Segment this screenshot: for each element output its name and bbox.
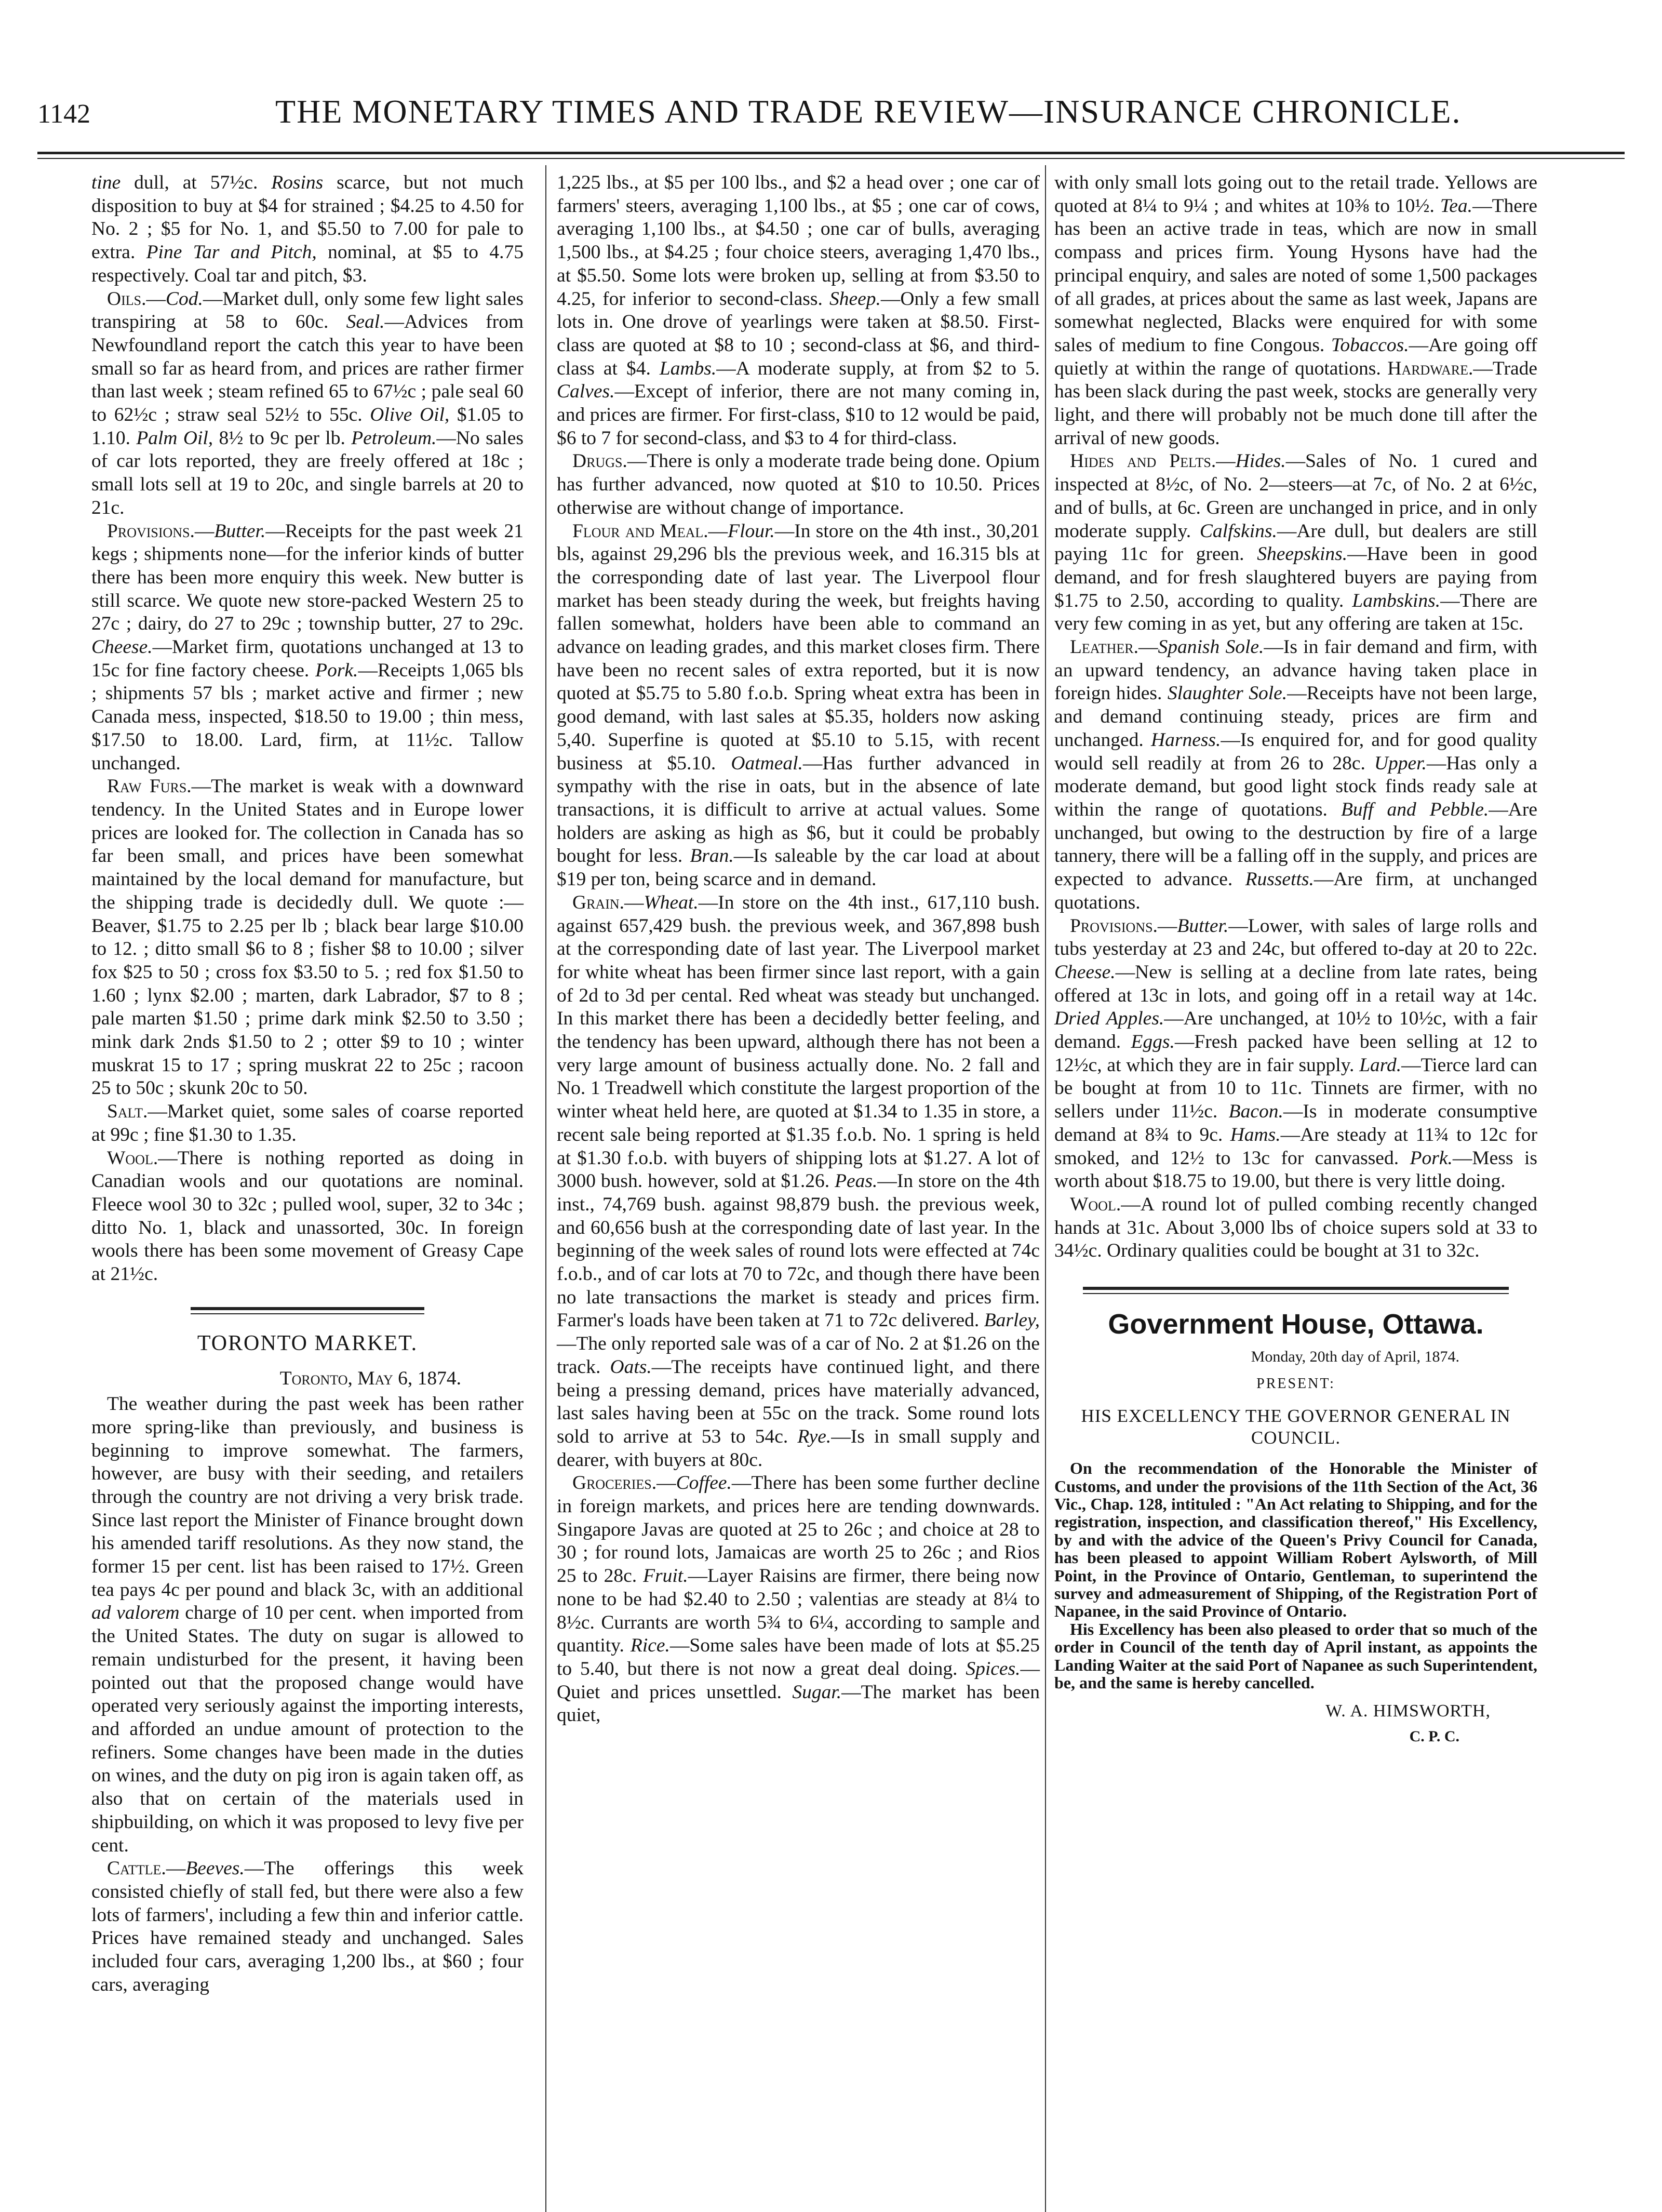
text-run: —Are unchanged, but owing to the destruction by fire of a large tannery, there will be a falling off in the supply, and prices are expected to advance. [1054, 798, 1537, 890]
text-run: —Have been in good demand, and for fresh slaughtered buyers are paying from $1.75 to 2.50, according to quality. [1054, 543, 1538, 611]
heading-run: Cattle. [107, 1858, 166, 1880]
text-run: —Market firm, quotations unchanged at 13 to 15c for fine factory cheese. [91, 636, 524, 681]
italic-run: tine [91, 172, 121, 193]
article-paragraph [1054, 636, 1537, 914]
text-run: —Is in fair demand and firm, with an upward tendency, an advance having taken place in foreign hides. [1054, 636, 1538, 704]
italic-run: Rye. [797, 1425, 832, 1447]
italic-run: ad valorem [91, 1602, 180, 1624]
text-run: —Are dull, but dealers are still paying 11c for green. [1054, 520, 1537, 565]
text-run: —The market has been quiet, [557, 1681, 1040, 1726]
text-run: — [708, 520, 728, 542]
italic-run: Spices. [966, 1658, 1021, 1680]
text-run: —Has further advanced in sympathy with the rise in oats, but in the absence of late transactions, it is difficult to arrive at actual values. Some holders are asking as high as $6, but it could be probably bought for less. [557, 752, 1040, 867]
text-run: —In store on the 4th inst., 30,201 bls, against 29,296 bls the previous week, and 16.315 bls at the corresponding date of last year. The Liverpool flour market has been steady during the week, but freights having fallen somewhat, holders have been able to command an advance on leading grades, and this market closes firm. There have been no recent sales of extra reported, but it is now quoted at $5.75 to 5.80 f.o.b. Spring wheat extra has been in good demand, with last sales at $5.35, holders now asking 5,40. Superfine is quoted at $5.10 to 5.15, with recent business at $5.10. [557, 520, 1040, 774]
italic-run: Sheep. [829, 288, 881, 310]
italic-run: Cheese. [91, 636, 153, 658]
text-run: —Mess is worth about $18.75 to 19.00, but there is very little doing. [1054, 1147, 1538, 1192]
italic-run: Lambs. [659, 357, 717, 379]
notice-paragraph: On the recommendation of the Honorable the Minister of Customs, and under the provisions of the 11th Section of the Act, 36 Vic., Chap. 128, intituled : "An Act relating to Shipping, and for the registration, inspection, and classification thereof," His Excellency, by and with the advice of the Queen's Privy Council for Canada, has been pleased to appoint William Robert Aylsworth, of Mill Point, in the Province of Ontario, Gentleman, to superintend the survey and admeasurement of Shipping, of the Registration Port of Napanee, in the said Province of Ontario. [1054, 1459, 1537, 1621]
text-run: —Are unchanged, at 10½ to 10½c, with a fair demand. [1054, 1008, 1538, 1053]
text-run: —Some sales have been made of lots at $5.25 to 5.40, but there is not now a great deal doing. [557, 1635, 1040, 1680]
italic-run: Oatmeal. [731, 752, 803, 774]
text-run: —Are going off quietly at within the range of quotations. [1054, 334, 1538, 379]
italic-run: Pork. [1410, 1147, 1453, 1169]
column-rule-right [1045, 165, 1046, 2212]
article-paragraph [91, 1857, 524, 1996]
notice-excellency: HIS EXCELLENCY THE GOVERNOR GENERAL IN COUNCIL. [1081, 1406, 1511, 1448]
heading-run: Wool. [1070, 1193, 1121, 1215]
italic-run: Flour. [728, 520, 775, 542]
text-run: charge of 10 per cent. when imported from the United States. The duty on sugar is allowed to remain undisturbed for the present, it having been pointed out that the proposed change would have operated very seriously against the importing interests, and afforded an undue amount of protection to the refiners. Some changes have been made in the duties on wines, and the duty on pig iron is again taken off, as also that on certain of the materials used in shipbuilding, on which it was proposed to levy five per cent. [91, 1602, 524, 1856]
text-run: —New is selling at a decline from late rates, being offered at 13c in lots, and going off in a retail way at 14c. [1054, 961, 1537, 1006]
text-run: — [194, 520, 215, 542]
article-paragraph [1054, 450, 1537, 636]
heading-run: Grain. [572, 891, 625, 913]
heading-run: Provisions. [1070, 915, 1158, 937]
text-run: —Is enquired for, and for good quality would sell readily at from 26 to 28c. [1054, 729, 1537, 774]
masthead-title: THE MONETARY TIMES AND TRADE REVIEW—INSURANCE CHRONICLE. [275, 93, 1462, 130]
article-paragraph [557, 1472, 1040, 1727]
text-run: —The receipts have continued light, and there being a pressing demand, prices have materially advanced, last sales having been at 55c on the track. Some round lots sold to arrive at 53 to 54c. [557, 1356, 1040, 1447]
text-run: —No sales of car lots reported, they are freely offered at 18c ; small lots sell at 19 to 20c, and single barrels at 20 to 21c. [91, 427, 524, 518]
text-run: — [656, 1472, 676, 1494]
italic-run: Spanish Sole. [1158, 636, 1264, 658]
italic-run: Buff and Pebble. [1341, 798, 1489, 820]
notice-paragraph: His Excellency has been also pleased to order that so much of the order in Council of the tenth day of April instant, as appoints the Landing Waiter at the said Port of Napanee as such Superintendent, be, and the same is hereby cancelled. [1054, 1619, 1537, 1693]
italic-run: Rice. [630, 1635, 670, 1657]
text-run: —The offerings this week consisted chiefly of stall fed, but there were also a few lots of farmers', including a few thin and inferior cattle. Prices have remained steady and unchanged. Sales included four cars, averaging 1,200 lbs., at $60 ; four cars, averaging [91, 1858, 524, 1995]
dateline: Toronto, May 6, 1874. [279, 1368, 461, 1390]
notice-signature-title: C. P. C. [1409, 1728, 1459, 1745]
text-run: —There are very few coming in as yet, but any offering are taken at 15c. [1054, 590, 1537, 635]
text-run: —A round lot of pulled combing recently changed hands at 31c. About 3,000 lbs of choice supers sold at 33 to 34½c. Ordinary qualities could be bought at 31 to 32c. [1054, 1193, 1537, 1262]
heading-run: Leather. [1070, 636, 1138, 658]
notice-heading: Government House, Ottawa. [1108, 1309, 1484, 1340]
section-heading: TORONTO MARKET. [197, 1331, 418, 1355]
notice-signature: W. A. HIMSWORTH, [1325, 1701, 1491, 1721]
text-run: —Fresh packed have been selling at 12 to 12½c, at which they are in fair supply. [1054, 1031, 1537, 1076]
text-run: —There has been some further decline in foreign markets, and prices here are tending downwards. Singapore Javas are quoted at 25 to 26c ; and choice at 28 to 30 ; for round lots, Jamaicas are worth 25 to 26c ; and Rios 25 to 28c. [557, 1472, 1040, 1587]
italic-run: Butter. [1177, 915, 1229, 937]
italic-run: Slaughter Sole. [1167, 683, 1288, 704]
article-paragraph [1054, 915, 1537, 1193]
italic-run: Seal. [346, 311, 385, 333]
text-run: —In store on the 4th inst., 617,110 bush. against 657,429 bush. the previous week, and 367,898 bush at the corresponding date of last year. The Liverpool market for white wheat has been firmer since last report, with a gain of 2d to 3d per cental. Red wheat was steady but unchanged. In this market there has been a decidedly better feeling, and the tendency has been upward, although there has not been a very large amount of business actually done. No. 2 fall and No. 1 Treadwell which constitute the largest proportion of the winter wheat held here, are quoted at $1.34 to 1.35 in store, a recent sale being reported at $1.35 f.o.b. No. 1 spring is held at $1.30 f.o.b. with buyers of shipping lots at $1.27. A lot of 3000 bush. however, sold at $1.26. [557, 891, 1040, 1192]
italic-run: Bran. [690, 845, 734, 867]
italic-run: Dried Apples. [1054, 1008, 1164, 1030]
italic-run: Russetts. [1245, 869, 1314, 890]
italic-run: Calfskins. [1199, 520, 1277, 542]
heading-run: Provisions. [107, 520, 195, 542]
text-run: —The market is weak with a downward tendency. In the United States and in Europe lower prices are looked for. The collection in Canada has so far been small, and prices have been somewhat maintained by the local demand for manufacture, but the shipping trade is decidedly dull. We quote :—Beaver, $1.75 to 2.25 per lb ; black bear large $10.00 to 12. ; ditto small $6 to 8 ; fisher $8 to 10.00 ; silver fox $25 to 50 ; cross fox $3.50 to 5. ; red fox $1.50 to 1.60 ; lynx $2.00 ; marten, dark Labrador, $7 to 8 ; pale marten $1.50 ; prime dark mink $2.50 to 3.50 ; mink dark 2nds $1.50 to 2 ; otter $9 to 10 ; winter muskrat 15 to 17 ; spring muskrat 22 to 25c ; racoon 25 to 50c ; skunk 20c to 50. [91, 776, 524, 1099]
text-run: $1.05 to 1.10. [91, 404, 524, 449]
text-run: nominal, at $5 to 4.75 respectively. Coal tar and pitch, $3. [91, 242, 524, 286]
text-run: —There is only a moderate trade being done. Opium has further advanced, now quoted at $10 to 10.50. Prices otherwise are without change of importance. [557, 450, 1040, 518]
italic-run: Palm Oil, [136, 427, 213, 449]
article-paragraph [91, 775, 524, 1100]
italic-run: Butter. [214, 520, 266, 542]
italic-run: Coffee. [676, 1472, 732, 1494]
italic-run: Petroleum. [351, 427, 437, 449]
text-run: —Layer Raisins are firmer, there being now none to be had $2.40 to 2.50 ; valentias are steady at 8¼ to 8½c. Currants are worth 5¾ to 6¼, according to sample and quantity. [557, 1565, 1040, 1657]
column-left [91, 171, 524, 1996]
italic-run: Hides. [1235, 450, 1286, 472]
italic-run: Harness. [1151, 729, 1221, 751]
text-run: — [1138, 636, 1158, 658]
italic-run: Cod. [165, 288, 203, 310]
italic-run: Eggs. [1131, 1031, 1175, 1053]
column-rule-left [545, 165, 546, 2212]
text-run: 1,225 lbs., at $5 per 100 lbs., and $2 a head over ; one car of farmers' steers, averaging 1,100 lbs., at $5 ; one car of cows, averaging 1,100 lbs., at $4.50 ; one car of bulls, averaging 1,500 lbs., at $4.25 ; four choice steers, averaging 1,470 lbs., at $5.50. Some lots were broken up, selling at from $3.50 to 4.25, for inferior to second-class. [557, 172, 1040, 310]
article-paragraph [91, 520, 524, 776]
italic-run: Olive Oil, [370, 404, 450, 426]
italic-run: Pork. [315, 659, 358, 681]
italic-run: Upper. [1374, 752, 1427, 774]
text-run: —Quiet and prices unsettled. [557, 1658, 1040, 1703]
section-divider [191, 1307, 424, 1314]
text-run: — [624, 891, 644, 913]
italic-run: Pine Tar and Pitch, [146, 242, 317, 263]
italic-run: Peas. [835, 1170, 878, 1192]
italic-run: Hams. [1230, 1124, 1281, 1145]
column-right [1054, 171, 1537, 1749]
text-run: with only small lots going out to the retail trade. Yellows are quoted at 8¼ to 9¼ ; and whites at 10⅜ to 10½. [1054, 172, 1537, 217]
text-run: dull, at 57½c. [120, 172, 272, 193]
text-run: —Has only a moderate demand, but good light stock finds ready sale at within the range of quotations. [1054, 752, 1537, 820]
heading-run: Salt. [107, 1101, 148, 1123]
article-paragraph [557, 520, 1040, 891]
text-run: —Tierce lard can be bought at from 10 to 11c. Tinnets are firmer, with no sellers under 11½c. [1054, 1054, 1537, 1123]
text-run: —Except of inferior, there are not many coming in, and prices are firmer. For first-class, $10 to 12 would be paid, $6 to 7 for second-class, and $3 to 4 for third-class. [557, 381, 1040, 449]
article-paragraph [91, 1100, 524, 1147]
article-paragraph [91, 1147, 524, 1286]
italic-run: Lard. [1359, 1054, 1402, 1076]
text-run: —Market dull, only some few light sales transpiring at 58 to 60c. [91, 288, 524, 333]
text-run: —The only reported sale was of a car of No. 2 at $1.26 on the track. [557, 1333, 1040, 1378]
text-run: —Are steady at 11¾ to 12c for smoked, and 12½ to 13c for canvassed. [1054, 1124, 1537, 1169]
text-run: —Advices from Newfoundland report the catch this year to have been small so far as heard from, and prices are rather firmer than last week ; steam refined 65 to 67½c ; pale seal 60 to 62½c ; straw seal 52½ to 55c. [91, 311, 524, 426]
header-rule [37, 152, 1625, 154]
text-run: —Sales of No. 1 cured and inspected at 8½c, of No. 2—steers—at 7c, of No. 2 at 6½c, and of bulls, at 6c. Green are unchanged in price, and in only moderate supply. [1054, 450, 1537, 542]
italic-run: Beeves. [185, 1858, 245, 1880]
italic-run: Wheat. [644, 891, 699, 913]
text-run: —Receipts have not been large, and demand continuing steady, prices are firm and unchanged. [1054, 683, 1538, 751]
page-number: 1142 [37, 99, 91, 129]
italic-run: Sheepskins. [1257, 543, 1348, 565]
text-run: —Is in small supply and dearer, with buyers at 80c. [557, 1425, 1040, 1471]
text-run: 8½ to 9c per lb. [213, 427, 352, 449]
heading-run: Hides and Pelts. [1070, 450, 1216, 472]
heading-run: Wool. [107, 1147, 158, 1169]
italic-run: Fruit. [643, 1565, 688, 1587]
italic-run: Barley, [984, 1310, 1040, 1331]
article-paragraph [91, 171, 524, 288]
heading-run: Drugs. [572, 450, 627, 472]
article-paragraph [557, 450, 1040, 519]
italic-run: Lambskins. [1352, 590, 1441, 611]
italic-run: Tea. [1440, 195, 1473, 217]
text-run: —There is nothing reported as doing in Canadian wools and our quotations are nominal. Fleece wool 30 to 32c ; pulled wool, super, 32 to 34c ; ditto No. 1, black and unassorted, 30c. In foreign wools there has been some movement of Greasy Cape at 21½c. [91, 1147, 524, 1285]
heading-run: Flour and Meal. [572, 520, 708, 542]
text-run: —A moderate supply, at from $2 to 5. [716, 357, 1040, 379]
text-run: —Receipts for the past week 21 kegs ; shipments none—for the inferior kinds of butter there has been more enquiry this week. New butter is still scarce. We quote new store-packed Western 25 to 27c ; dairy, do 27 to 29c ; township butter, 27 to 29c. [91, 520, 524, 635]
heading-run: Hardware. [1387, 357, 1473, 379]
article-paragraph [1054, 171, 1537, 450]
text-run: scarce, but not much disposition to buy at $4 for strained ; $4.25 to 4.50 for No. 2 ; $5 for No. 1, and $5.50 to 7.00 for pale to extra. [91, 172, 524, 263]
text-run: —Is in moderate consumptive demand at 8¾ to 9c. [1054, 1101, 1537, 1145]
italic-run: Cheese. [1054, 961, 1116, 983]
text-run: — [1216, 450, 1236, 472]
italic-run: Calves. [557, 381, 615, 403]
italic-run: Tobaccos. [1331, 334, 1409, 356]
text-run: —Is saleable by the car load at about $19 per ton, being scarce and in demand. [557, 845, 1040, 890]
notice-present: PRESENT: [1256, 1376, 1335, 1392]
article-paragraph [91, 288, 524, 520]
text-run: — [146, 288, 166, 310]
italic-run: Bacon. [1228, 1101, 1283, 1123]
notice-date: Monday, 20th day of April, 1874. [1251, 1348, 1459, 1365]
article-paragraph [91, 1393, 524, 1857]
text-run: —Are firm, at unchanged quotations. [1054, 869, 1537, 913]
text-run: —Only a few small lots in. One drove of yearlings were taken at $8.50. First-class are quoted at $8 to 10 ; second-class at $6, and third-class at $4. [557, 288, 1040, 379]
article-paragraph [1054, 1193, 1537, 1263]
article-paragraph [557, 171, 1040, 450]
text-run: —Trade has been slack during the past week, stocks are generally very light, and there will probably not be much done till after the arrival of new goods. [1054, 357, 1537, 449]
text-run: —Receipts 1,065 bls ; shipments 57 bls ; market active and firmer ; new Canada mess, inspected, $18.50 to 19.00 ; thin mess, $17.50 to 18.00. Lard, firm, at 11½c. Tallow unchanged. [91, 659, 524, 774]
section-divider [1083, 1287, 1509, 1294]
heading-run: Groceries. [572, 1472, 657, 1494]
italic-run: Oats. [610, 1356, 652, 1378]
italic-run: Sugar. [792, 1681, 842, 1703]
text-run: —There has been an active trade in teas, which are now in small compass and prices firm. Young Hysons have had the principal enquiry, and sales are noted of some 1,500 packages of all grades, at prices about the same as last week, Japans are somewhat neglected, Blacks were enquired for with some sales of medium to fine Congous. [1054, 195, 1537, 356]
heading-run: Oils. [107, 288, 146, 310]
text-run: —Market quiet, some sales of coarse reported at 99c ; fine $1.30 to 1.35. [91, 1101, 524, 1145]
heading-run: Raw Furs. [107, 776, 192, 797]
article-paragraph [557, 891, 1040, 1472]
text-run: — [166, 1858, 186, 1880]
text-run: —In store on the 4th inst., 74,769 bush. against 98,879 bush. the previous week, and 60,656 bush at the corresponding date of last year. In the beginning of the week sales of round lots were effected at 74c f.o.b., and of car lots at 70 to 72c, and though there have been no late transactions the market is steady and prices firm. Farmer's loads have been taken at 71 to 72c delivered. [557, 1170, 1040, 1331]
text-run: The weather during the past week has been rather more spring-like than previously, and business is beginning to improve somewhat. The farmers, however, are busy with their seeding, and retailers through the country are not driving a very brisk trade. Since last report the Minister of Finance brought down his amended tariff resolutions. As they now stand, the former 15 per cent. list has been raised to 17½. Green tea pays 4c per pound and black 3c, with an additional [91, 1393, 524, 1601]
notice-body [1054, 1459, 1537, 1691]
header-rule-thin [37, 158, 1625, 159]
column-middle [557, 171, 1040, 1727]
text-run: — [1157, 915, 1177, 937]
text-run: —Lower, with sales of large rolls and tubs yesterday at 23 and 24c, but offered to-day at 20 to 22c. [1054, 915, 1537, 960]
italic-run: Rosins [271, 172, 324, 193]
